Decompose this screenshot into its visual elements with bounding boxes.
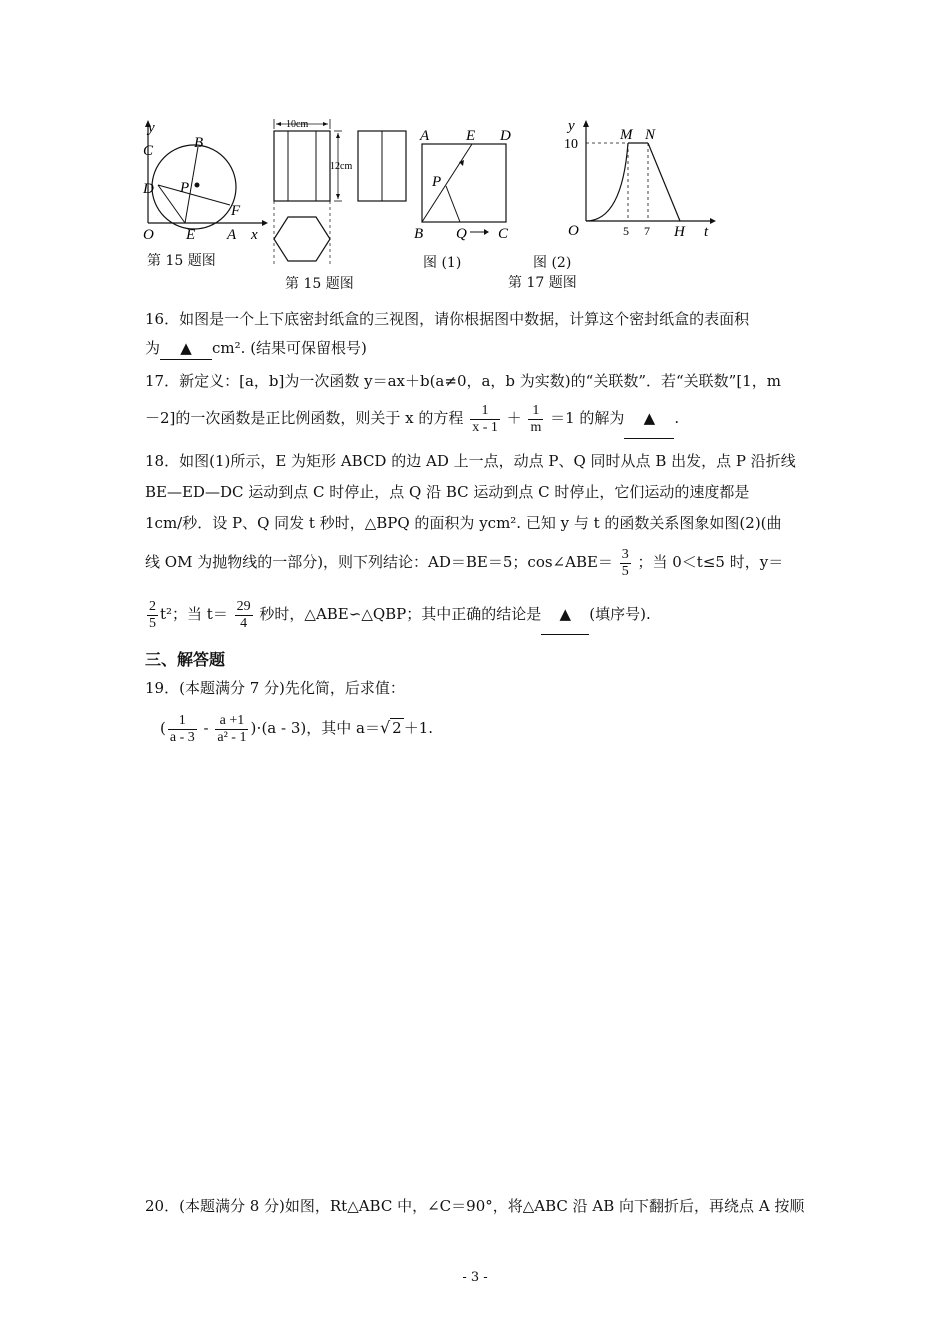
fig17-1-caption: 图 (1) [423,255,462,271]
fig15a-label-f: F [231,203,241,219]
q16-line1: 16．如图是一个上下底密封纸盒的三视图，请你根据图中数据，计算这个密封纸盒的表面积 [145,310,750,328]
fig17-1-label-c: C [498,226,509,242]
q16-answer-blank: ▲ [160,337,212,360]
figure-15-three-views [268,115,418,275]
q16-post: cm². (结果可保留根号) [212,339,367,357]
q19-fraction-1 [168,713,197,746]
q17-frac2-num: 1 [528,403,543,420]
q18-y-fraction [147,599,158,632]
fig17-caption: 第 17 题图 [508,275,577,291]
section-heading: 三、解答题 [145,650,226,669]
q19-close: )⋅(a - 3)，其中 a＝ [250,719,380,737]
q16-line2 [145,337,367,360]
fig15b-caption: 第 15 题图 [285,276,354,292]
q18-answer-blank: ▲ [541,594,589,635]
q18-line1: 18．如图(1)所示，E 为矩形 ABCD 的边 AD 上一点，动点 P、Q 同时从点 B 出发，点 P 沿折线 [145,452,796,470]
q18-line4-post: ；当 0＜t≤5 时，y＝ [637,553,784,571]
fig17-1-label-a: A [420,128,430,144]
q18-t-fraction [235,599,253,632]
q18-line5-c: (填序号). [589,605,651,623]
figure-15-circle [140,115,270,270]
figure-17-graph [560,115,725,245]
q18-line2: BE—ED—DC 运动到点 C 时停止，点 Q 沿 BC 运动到点 C 时停止，它们运动的速度都是 [145,483,750,501]
figure-17-1-svg [410,122,520,247]
fig17-1-label-b: B [414,226,424,242]
fig17-2-label-o: O [568,223,579,239]
fig17-2-label-m: M [620,127,633,143]
q19-f1-num: 1 [168,713,197,730]
q19-sqrt-value: 2 [392,719,402,737]
q19-minus: - [203,719,209,737]
fig17-1-label-e: E [466,128,476,144]
q18-line4-pre: 线 OM 为抛物线的一部分)，则下列结论：AD＝BE＝5；cos∠ABE＝ [145,553,613,571]
q17-line2 [145,398,679,439]
fig15a-label-e: E [186,227,196,243]
fig15a-label-b: B [194,135,204,151]
q17-fraction-1 [470,403,500,436]
fig15a-label-o: O [143,227,154,243]
q17-frac1-den: x - 1 [472,419,498,435]
fig17-2-label-n: N [645,127,656,143]
figure-15-circle-svg [140,115,270,270]
q17-fraction-2 [528,403,543,436]
q19-f2-num: a +1 [215,713,248,730]
fig17-2-label-y: y [568,118,575,134]
fig15a-caption: 第 15 题图 [147,253,216,269]
q17-line1: 17．新定义：[a，b]为一次函数 y＝ax＋b(a≠0，a，b 为实数)的“关联数”．若“关联数”[1，m [145,372,781,390]
figure-15-views-svg [268,115,418,275]
q17-post: . [674,409,680,427]
fig15a-label-c: C [143,143,154,159]
fig17-1-label-p: P [432,174,442,190]
fig15a-label-a: A [227,227,237,243]
q19-open-paren: ( [160,719,166,737]
q18-cos-num: 3 [621,546,629,562]
fig17-2-label-7: 7 [644,224,650,238]
q19-sqrt: √ 2 [379,718,402,737]
fig17-2-label-t: t [704,224,709,240]
fig17-2-label-5: 5 [623,224,629,238]
fig17-2-label-h: H [674,224,685,240]
q18-cos-fraction [620,547,631,580]
q18-t-num: 29 [236,598,251,614]
fig17-1-label-q: Q [456,226,467,242]
q17-pre: －2]的一次函数是正比例函数，则关于 x 的方程 [145,409,464,427]
q18-line3: 1cm/秒．设 P、Q 同发 t 秒时，△BPQ 的面积为 ycm². 已知 y 与 t 的函数关系图象如图(2)(曲 [145,514,782,532]
q17-frac1-num: 1 [470,403,500,420]
q18-line4 [145,542,783,582]
q18-t-den: 4 [240,615,248,631]
q19-expression [160,708,433,748]
q18-line5 [145,594,651,635]
fig15b-dim-height: 12cm [330,161,353,172]
q18-cos-den: 5 [621,563,629,579]
q19-f2-den: a² - 1 [217,729,247,745]
page-number: - 3 - [462,1270,488,1285]
fig15a-label-d: D [143,181,154,197]
q18-line5-b: 秒时，△ABE∽△QBP；其中正确的结论是 [259,605,542,623]
q17-frac2-den: m [530,419,542,435]
figure-17-rectangle [410,122,520,247]
q18-y-den: 5 [149,615,156,631]
q18-y-num: 2 [149,598,156,614]
q19-fraction-2 [215,713,248,746]
fig15a-label-x: x [251,227,258,243]
q17-plus: ＋ [506,409,522,427]
q19-line1: 19．(本题满分 7 分)先化简，后求值： [145,679,405,697]
q20-line1: 20．(本题满分 8 分)如图，Rt△ABC 中，∠C＝90°，将△ABC 沿 AB 向下翻折后，再绕点 A 按顺 [145,1197,805,1215]
fig15b-dim-width: 10cm [286,119,309,130]
q17-answer-blank: ▲ [624,398,674,439]
q17-mid: ＝1 的解为 [550,409,625,427]
fig17-2-caption: 图 (2) [533,255,572,271]
fig17-2-label-10: 10 [564,137,578,152]
q19-tail: ＋1. [403,719,434,737]
fig17-1-label-d: D [500,128,511,144]
q18-line5-a: t²；当 t＝ [160,605,228,623]
fig15a-label-p: P [180,180,190,196]
fig15a-label-y: y [148,120,155,136]
q19-f1-den: a - 3 [169,729,195,745]
q16-pre: 为 [145,339,161,357]
figure-17-2-svg [560,115,725,245]
